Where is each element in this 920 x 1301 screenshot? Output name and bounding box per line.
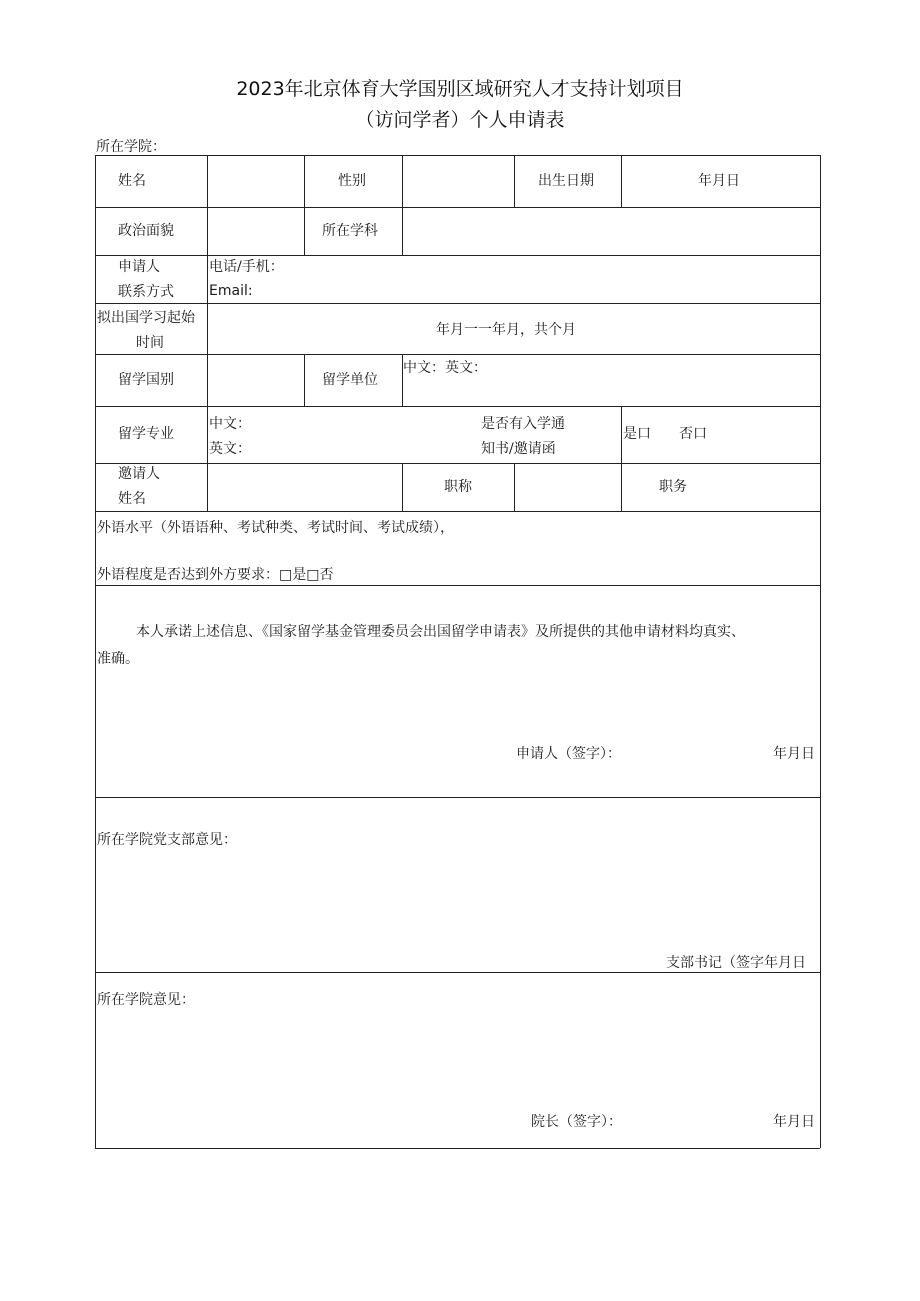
politics-label: 政治面貌 <box>118 223 174 239</box>
table-row-divider <box>95 354 820 355</box>
dean-signature-label[interactable]: 院长（签字）： <box>531 1114 622 1130</box>
table-row-divider <box>95 511 820 512</box>
inviter-label-1: 邀请人 <box>118 466 160 482</box>
country-label: 留学国别 <box>118 372 174 388</box>
period-value[interactable]: 年月一一年月，共个月 <box>436 322 576 338</box>
table-col-divider <box>621 155 622 207</box>
table-border <box>820 155 821 1148</box>
table-col-divider <box>304 155 305 207</box>
form-title-line2: （访问学者）个人申请表 <box>355 109 565 131</box>
table-border <box>95 1148 820 1149</box>
pledge-text-1: 本人承诺上述信息、《国家留学基金管理委员会出国留学申请表》及所提供的其他申请材料均真实、 <box>136 624 745 640</box>
applicant-signature-label[interactable]: 申请人（签字）： <box>516 746 621 762</box>
country-field[interactable] <box>208 355 303 405</box>
contact-label-1: 申请人 <box>118 259 160 275</box>
table-col-divider <box>621 406 622 463</box>
dean-sign-date[interactable]: 年月日 <box>773 1114 815 1130</box>
college-label: 所在学院： <box>96 139 166 155</box>
table-row-divider <box>95 255 820 256</box>
gender-field[interactable] <box>403 156 513 206</box>
title-field[interactable] <box>515 464 620 510</box>
language-requirement[interactable]: 外语程度是否达到外方要求：□是□否 <box>97 567 334 583</box>
period-label-1: 拟出国学习起始 <box>97 310 195 326</box>
title-label: 职称 <box>444 479 472 495</box>
table-col-divider <box>304 354 305 406</box>
email-label[interactable]: Email: <box>209 283 253 299</box>
table-col-divider <box>402 463 403 511</box>
birth-value[interactable]: 年月日 <box>698 173 740 189</box>
unit-label: 留学单位 <box>322 372 378 388</box>
discipline-field[interactable] <box>403 208 819 254</box>
table-col-divider <box>621 463 622 511</box>
discipline-label: 所在学科 <box>322 223 378 239</box>
form-title-line1: 2023年北京体育大学国别区域研究人才支持计划项目 <box>236 78 684 100</box>
college-opinion-label: 所在学院意见： <box>97 992 195 1008</box>
politics-field[interactable] <box>208 208 303 254</box>
table-col-divider <box>207 406 208 463</box>
table-col-divider <box>207 255 208 354</box>
invitation-question-2: 知书/邀请函 <box>481 441 556 457</box>
birth-label: 出生日期 <box>538 173 594 189</box>
major-cn[interactable]: 中文： <box>209 416 251 432</box>
table-col-divider <box>304 207 305 255</box>
table-col-divider <box>514 155 515 207</box>
invitation-question-1: 是否有入学通 <box>481 416 565 432</box>
applicant-sign-date[interactable]: 年月日 <box>773 746 815 762</box>
language-level[interactable]: 外语水平（外语语种、考试种类、考试时间、考试成绩）， <box>97 520 454 536</box>
phone-label[interactable]: 电话/手机： <box>209 259 284 275</box>
inviter-name-field[interactable] <box>208 464 401 510</box>
table-row-divider <box>95 463 820 464</box>
gender-label: 性别 <box>338 173 366 189</box>
name-label: 姓名 <box>118 173 146 189</box>
inviter-label-2: 姓名 <box>118 491 146 507</box>
table-row-divider <box>95 797 820 798</box>
party-branch-signature[interactable]: 支部书记（签字年月日 <box>666 955 806 971</box>
period-label-2: 时间 <box>136 335 164 351</box>
table-row-divider <box>95 406 820 407</box>
name-field[interactable] <box>208 156 303 206</box>
contact-label-2: 联系方式 <box>118 284 174 300</box>
invitation-answer[interactable]: 是口 否口 <box>623 426 707 442</box>
party-branch-opinion-label: 所在学院党支部意见： <box>97 832 237 848</box>
unit-value[interactable]: 中文：英文： <box>403 360 487 376</box>
major-en[interactable]: 英文： <box>209 441 251 457</box>
table-border <box>95 155 96 1148</box>
table-row-divider <box>95 303 820 304</box>
position-label: 职务 <box>659 479 687 495</box>
pledge-text-2: 准确。 <box>97 651 139 667</box>
major-label: 留学专业 <box>118 426 174 442</box>
